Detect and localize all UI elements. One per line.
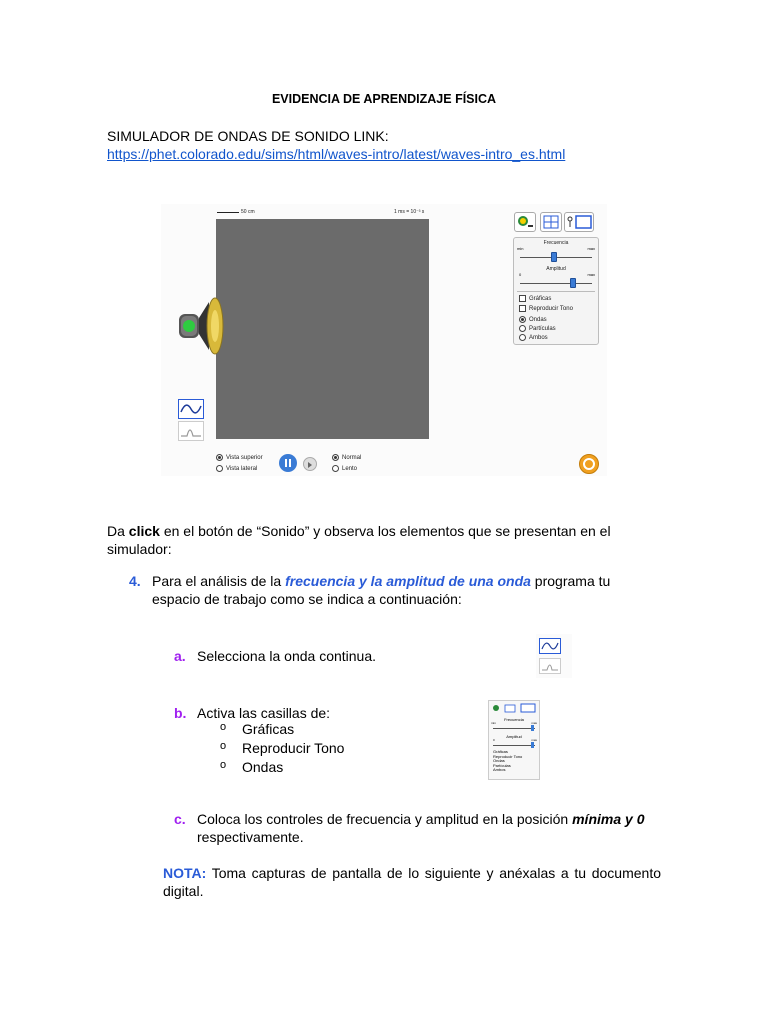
thumb-frequency-thumb bbox=[531, 725, 534, 731]
bullet-marker: o bbox=[220, 740, 227, 752]
item-a-text: Selecciona la onda continua. bbox=[197, 648, 377, 664]
thumb-amplitude-max: max bbox=[531, 738, 537, 742]
item-c-text: Coloca los controles de frecuencia y amplitud en la posición mínima y 0 respectivamente. bbox=[197, 811, 645, 845]
amplitude-max-label: max bbox=[587, 272, 595, 277]
frequency-slider-thumb[interactable] bbox=[551, 252, 557, 262]
thumb-frequency-max: max bbox=[531, 721, 537, 725]
panel-divider bbox=[517, 291, 595, 292]
item-b-letter: b. bbox=[174, 705, 187, 721]
speed-normal-radio[interactable]: Normal bbox=[332, 454, 361, 461]
amplitude-slider-thumb[interactable] bbox=[570, 278, 576, 288]
step-4-text: Para el análisis de la frecuencia y la amplitud de una onda programa tu espacio de trabajo como se indica a continuación: bbox=[152, 573, 611, 607]
time-label: 1 ms = 10⁻³ s bbox=[394, 209, 425, 215]
sound-mode-button[interactable] bbox=[514, 212, 536, 232]
thumb-frequency-label: Frecuencia bbox=[504, 717, 524, 722]
thumb-check-graficas: Gráficas bbox=[493, 749, 508, 754]
step-number: 4. bbox=[129, 573, 141, 589]
thumb-continuous-wave-icon bbox=[539, 638, 561, 654]
reset-icon bbox=[580, 455, 598, 473]
wave-type-thumbnail bbox=[536, 634, 572, 678]
thumb-pulse-wave-icon bbox=[539, 658, 561, 674]
step-button[interactable] bbox=[303, 457, 317, 471]
bullet-reproducir-tono: Reproducir Tono bbox=[242, 740, 345, 756]
calculator-icon[interactable] bbox=[540, 212, 562, 232]
document-title: EVIDENCIA DE APRENDIZAJE FÍSICA bbox=[271, 92, 497, 106]
thumb-amplitude-track bbox=[493, 745, 535, 746]
pause-button[interactable] bbox=[279, 454, 297, 472]
thumb-amplitude-min: 0 bbox=[493, 738, 495, 742]
item-b-text: Activa las casillas de: bbox=[197, 705, 331, 721]
measure-tool-icon[interactable] bbox=[564, 212, 594, 232]
thumb-radio-ambos: Ambos bbox=[493, 767, 506, 773]
nota-paragraph: NOTA: Toma capturas de pantalla de lo siguiente y anéxalas a tu documento digital. bbox=[163, 865, 661, 899]
scale-label: 50 cm bbox=[241, 209, 255, 215]
simulator-link[interactable]: https://phet.colorado.edu/sims/html/waves-intro/latest/waves-intro_es.html bbox=[107, 146, 566, 162]
thumb-check-tono: Reproducir Tono bbox=[493, 753, 523, 759]
bullet-marker: o bbox=[220, 759, 227, 771]
amplitude-slider-track[interactable] bbox=[520, 283, 592, 284]
simulator-screenshot bbox=[161, 204, 607, 476]
reset-button[interactable] bbox=[579, 454, 599, 474]
bullet-graficas: Gráficas bbox=[242, 721, 295, 737]
intro-paragraph: Da click en el botón de “Sonido” y observa los elementos que se presentan en el simulador: bbox=[107, 523, 611, 557]
amplitude-min-label: 0 bbox=[519, 272, 522, 277]
frequency-max-label: max bbox=[587, 246, 595, 251]
speaker-icon[interactable] bbox=[177, 294, 227, 356]
simulator-label: SIMULADOR DE ONDAS DE SONIDO LINK: bbox=[107, 128, 389, 144]
thumb-options bbox=[493, 750, 522, 773]
bullet-ondas: Ondas bbox=[242, 759, 284, 775]
bullet-marker: o bbox=[220, 721, 227, 733]
thumb-frequency-track bbox=[493, 728, 535, 729]
pulse-wave-button[interactable] bbox=[178, 421, 204, 441]
view-top-radio[interactable]: Vista superior bbox=[216, 454, 263, 461]
view-side-radio[interactable]: Vista lateral bbox=[216, 465, 257, 472]
sine-wave-icon bbox=[179, 400, 203, 418]
control-panel bbox=[513, 237, 599, 345]
amplitude-label: Amplitud bbox=[546, 266, 566, 272]
thumb-amplitude-label: Amplitud bbox=[506, 734, 522, 739]
frequency-min-label: min bbox=[517, 246, 524, 251]
scale-bar bbox=[217, 212, 239, 213]
ambos-radio[interactable]: Ambos bbox=[519, 334, 548, 341]
graficas-checkbox[interactable]: Gráficas bbox=[519, 295, 551, 302]
thumb-toolbar-icons bbox=[491, 703, 537, 713]
tono-checkbox[interactable]: Reproducir Tono bbox=[519, 305, 573, 312]
wave-canvas bbox=[216, 219, 429, 439]
particulas-radio[interactable]: Partículas bbox=[519, 325, 556, 332]
speed-slow-radio[interactable]: Lento bbox=[332, 465, 357, 472]
thumb-frequency-min: min bbox=[491, 721, 496, 725]
continuous-wave-button[interactable] bbox=[178, 399, 204, 419]
frequency-label: Frecuencia bbox=[543, 240, 569, 246]
pause-icon bbox=[279, 454, 297, 472]
thumb-radio-particulas: Partículas bbox=[493, 762, 511, 768]
control-panel-thumbnail bbox=[488, 700, 540, 780]
step-icon bbox=[304, 459, 316, 471]
pulse-wave-icon bbox=[179, 422, 203, 440]
thumb-amplitude-thumb bbox=[531, 742, 534, 748]
thumb-radio-ondas: Ondas bbox=[493, 758, 505, 764]
ondas-radio[interactable]: Ondas bbox=[519, 316, 547, 323]
item-a-letter: a. bbox=[174, 648, 186, 664]
item-c-letter: c. bbox=[174, 811, 186, 827]
